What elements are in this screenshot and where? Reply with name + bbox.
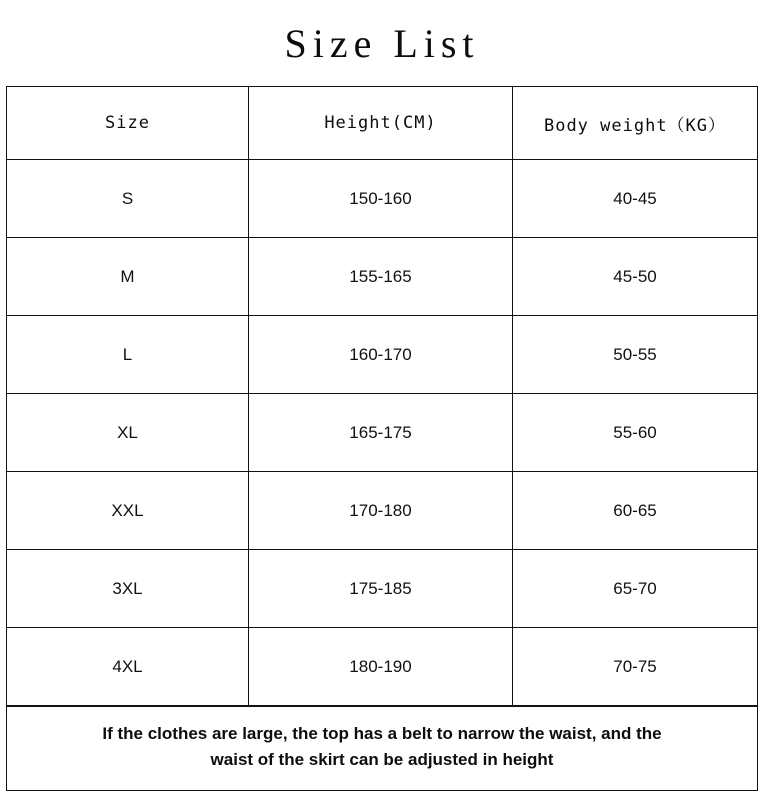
size-table (7, 87, 757, 706)
table-row (7, 394, 757, 472)
table-row (7, 550, 757, 628)
table-header-row (7, 87, 757, 160)
cell-weight: 50-55 (513, 316, 758, 394)
cell-height: 170-180 (249, 472, 513, 550)
cell-height: 150-160 (249, 160, 513, 238)
cell-size: M (7, 238, 249, 316)
cell-height: 160-170 (249, 316, 513, 394)
table-row (7, 238, 757, 316)
page-title: Size List (284, 21, 480, 66)
cell-size: 4XL (7, 628, 249, 706)
column-header-size: Size (7, 87, 249, 160)
table-row (7, 160, 757, 238)
fit-note-line-2: waist of the skirt can be adjusted in height (210, 750, 554, 770)
table-body (7, 160, 757, 706)
cell-weight: 60-65 (513, 472, 758, 550)
cell-size: S (7, 160, 249, 238)
table-row (7, 316, 757, 394)
size-table-container (6, 86, 758, 706)
cell-height: 175-185 (249, 550, 513, 628)
cell-height: 180-190 (249, 628, 513, 706)
column-header-weight: Body weight（KG） (513, 87, 758, 160)
cell-height: 165-175 (249, 394, 513, 472)
cell-height: 155-165 (249, 238, 513, 316)
table-header (7, 87, 757, 160)
cell-weight: 45-50 (513, 238, 758, 316)
cell-size: XL (7, 394, 249, 472)
table-row (7, 628, 757, 706)
cell-weight: 55-60 (513, 394, 758, 472)
cell-size: XXL (7, 472, 249, 550)
column-header-height: Height(CM) (249, 87, 513, 160)
cell-size: 3XL (7, 550, 249, 628)
fit-note-line-1: If the clothes are large, the top has a belt to narrow the waist, and the (102, 724, 662, 743)
table-row (7, 472, 757, 550)
fit-note (6, 706, 758, 791)
cell-weight: 65-70 (513, 550, 758, 628)
cell-weight: 40-45 (513, 160, 758, 238)
cell-size: L (7, 316, 249, 394)
cell-weight: 70-75 (513, 628, 758, 706)
